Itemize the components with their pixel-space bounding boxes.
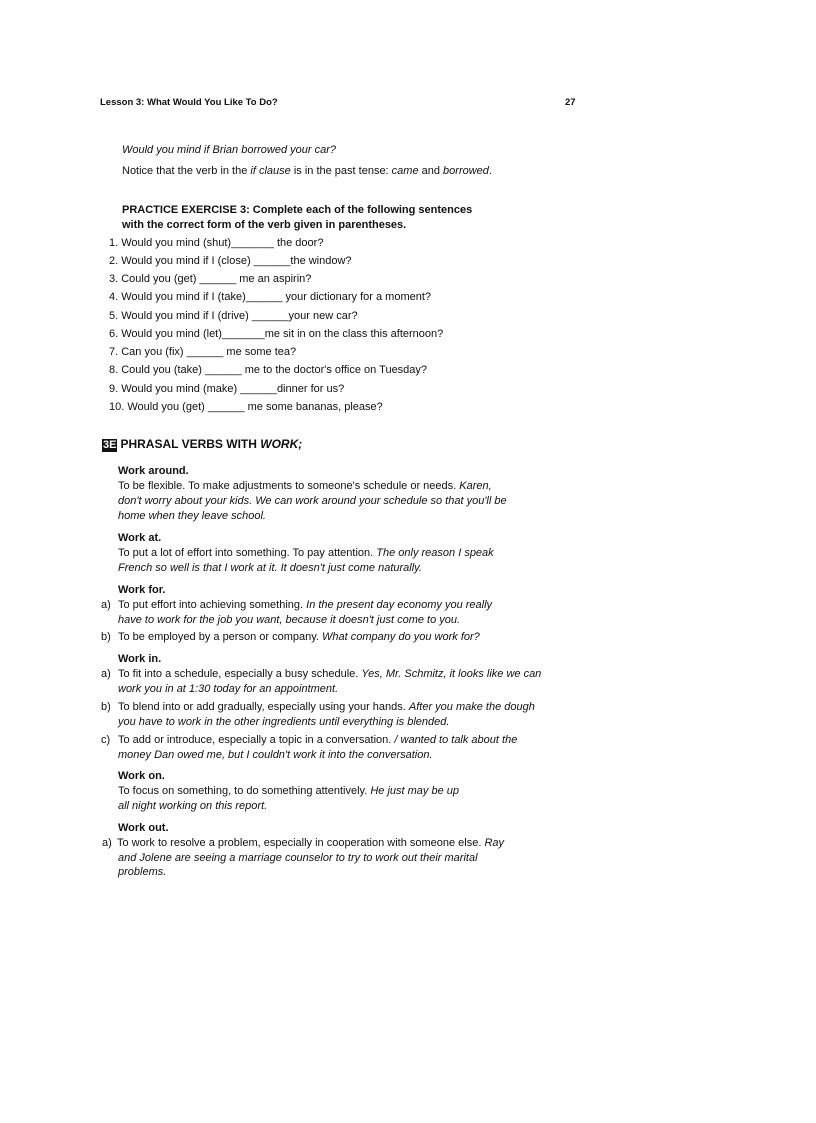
- example-text: work you in at 1:30 today for an appointment.: [118, 683, 339, 695]
- example-text: home when they leave school.: [118, 510, 266, 522]
- page-number: 27: [565, 97, 576, 108]
- entry-heading-work-out: Work out.: [118, 822, 169, 834]
- example-text: problems.: [118, 866, 167, 878]
- definition-text: To work to resolve a problem, especially in cooperation with someone else.: [117, 837, 485, 849]
- entry-definition: [118, 546, 494, 561]
- example-text: and Jolene are seeing a marriage counselor to try to work out their marital: [118, 852, 478, 864]
- entry-definition: [118, 667, 541, 682]
- definition-text: To blend into or add gradually, especially using your hands.: [118, 701, 409, 713]
- example-text: money Dan owed me, but I couldn't work it into the conversation.: [118, 749, 433, 761]
- example-text: French so well is that I work at it. It doesn't just come naturally.: [118, 562, 422, 574]
- exercise-item: 10. Would you (get) ______ me some bananas, please?: [109, 401, 383, 413]
- entry-definition: [118, 784, 459, 799]
- exercise-title-line1: PRACTICE EXERCISE 3: Complete each of the following sentences: [122, 204, 473, 216]
- notice-borrowed: borrowed: [443, 165, 489, 177]
- notice-text: and: [418, 165, 444, 177]
- entry-definition: [117, 836, 504, 851]
- section-heading: [102, 437, 302, 452]
- exercise-title-line2: with the correct form of the verb given in parentheses.: [122, 219, 407, 231]
- exercise-item: 9. Would you mind (make) ______dinner for us?: [109, 383, 345, 395]
- entry-definition: [118, 479, 492, 494]
- intro-example: Would you mind if Brian borrowed your car?: [122, 144, 336, 156]
- example-text: After you make the dough: [408, 701, 535, 713]
- exercise-item: 4. Would you mind if I (take)______ your dictionary for a moment?: [109, 291, 432, 303]
- exercise-item: 8. Could you (take) ______ me to the doctor's office on Tuesday?: [109, 364, 428, 376]
- entry-heading-work-on: Work on.: [118, 770, 165, 782]
- entry-definition: [118, 598, 492, 613]
- example-text: In the present day economy you really: [306, 599, 493, 611]
- example-text: all night working on this report.: [118, 800, 268, 812]
- example-text: have to work for the job you want, because it doesn't just come to you.: [118, 614, 461, 626]
- entry-label: b): [101, 631, 111, 643]
- example-text: Ray: [484, 837, 505, 849]
- example-text: The only reason I speak: [376, 547, 494, 559]
- exercise-item: 1. Would you mind (shut)_______ the door?: [109, 237, 324, 249]
- example-text: you have to work in the other ingredients until everything is blended.: [118, 716, 450, 728]
- entry-heading-work-around: Work around.: [118, 465, 189, 477]
- notice-text: Notice that the verb in the: [122, 165, 251, 177]
- section-title: PHRASAL VERBS WITH: [120, 437, 261, 451]
- intro-notice: [122, 164, 492, 179]
- example-text: Yes, Mr. Schmitz, it looks like we can: [361, 668, 542, 680]
- definition-text: To add or introduce, especially a topic in a conversation.: [118, 734, 395, 746]
- notice-text: is in the past tense:: [290, 165, 392, 177]
- definition-text: To be employed by a person or company.: [118, 631, 323, 643]
- definition-text: To put effort into achieving something.: [118, 599, 307, 611]
- entry-label: a): [102, 837, 112, 849]
- entry-label: c): [101, 734, 111, 746]
- entry-label: a): [101, 599, 111, 611]
- exercise-item: 7. Can you (fix) ______ me some tea?: [109, 346, 297, 358]
- definition-text: To focus on something, to do something attentively.: [118, 785, 371, 797]
- entry-definition: [118, 630, 480, 645]
- entry-heading-work-in: Work in.: [118, 653, 162, 665]
- definition-text: To put a lot of effort into something. To pay attention.: [118, 547, 377, 559]
- lesson-title: Lesson 3: What Would You Like To Do?: [100, 97, 278, 108]
- exercise-item: 3. Could you (get) ______ me an aspirin?: [109, 273, 312, 285]
- entry-label: a): [101, 668, 111, 680]
- notice-if-clause: if clause: [250, 165, 291, 177]
- example-text: He just may be up: [370, 785, 459, 797]
- example-text: / wanted to talk about the: [394, 734, 518, 746]
- entry-heading-work-for: Work for.: [118, 584, 166, 596]
- entry-definition: [118, 733, 517, 748]
- notice-came: came: [391, 165, 419, 177]
- section-title-italic: WORK;: [260, 437, 303, 451]
- entry-heading-work-at: Work at.: [118, 532, 162, 544]
- notice-text: .: [488, 165, 492, 177]
- example-text: Karen,: [459, 480, 492, 492]
- section-badge: 3E: [103, 439, 117, 451]
- definition-text: To be flexible. To make adjustments to someone's schedule or needs.: [118, 480, 460, 492]
- definition-text: To fit into a schedule, especially a busy schedule.: [118, 668, 362, 680]
- example-text: What company do you work for?: [322, 631, 480, 643]
- example-text: don't worry about your kids. We can work around your schedule so that you'll be: [118, 495, 507, 507]
- exercise-item: 5. Would you mind if I (drive) ______your new car?: [109, 310, 358, 322]
- exercise-item: 2. Would you mind if I (close) ______the window?: [109, 255, 352, 267]
- entry-definition: [118, 700, 535, 715]
- entry-label: b): [101, 701, 111, 713]
- exercise-item: 6. Would you mind (let)_______me sit in on the class this afternoon?: [109, 328, 444, 340]
